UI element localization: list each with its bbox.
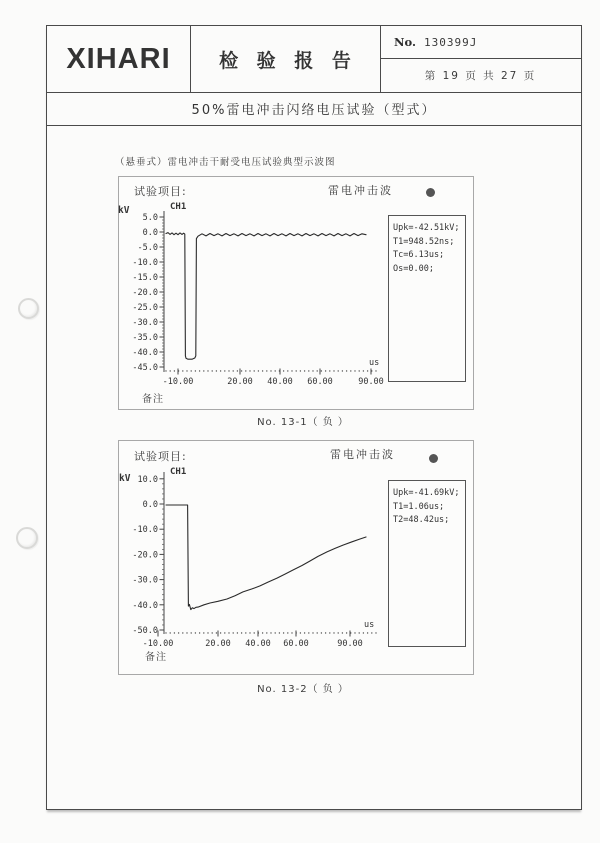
y-tick-label: -20.0 xyxy=(132,550,158,561)
report-title: 检 验 报 告 xyxy=(219,49,357,72)
report-title-cell xyxy=(190,26,381,92)
x-axis-dot xyxy=(338,632,339,633)
report-number-label: No. xyxy=(394,35,416,49)
waveform-type-label: 雷电冲击波 xyxy=(330,448,395,461)
logo-cell xyxy=(47,26,191,92)
x-axis-dot xyxy=(199,370,200,371)
x-axis-dot xyxy=(375,632,376,633)
record-indicator-icon xyxy=(426,188,435,197)
x-axis-dot xyxy=(207,632,208,633)
oscillogram-chart-1 xyxy=(110,198,395,390)
readout-line: Upk=-42.51kV; xyxy=(393,223,460,233)
x-axis-dot xyxy=(170,632,171,633)
x-axis-dot xyxy=(354,370,355,371)
report-header xyxy=(47,26,581,93)
x-axis-dot xyxy=(321,370,322,371)
readout-line: T1=1.06us; xyxy=(393,501,445,512)
x-axis-dot xyxy=(367,632,368,633)
x-axis-dot xyxy=(254,370,255,371)
page-number: 第 19 页 共 27 页 xyxy=(424,70,537,82)
x-axis-dot xyxy=(275,632,276,633)
y-tick-label: -40.0 xyxy=(132,348,158,358)
readout-box-2 xyxy=(388,480,466,647)
company-logo: XIHARI xyxy=(66,42,171,75)
x-axis-dot xyxy=(212,370,213,371)
x-axis-dot xyxy=(325,370,326,371)
x-axis-dot xyxy=(359,370,360,371)
x-axis-dot xyxy=(304,632,305,633)
x-axis-dot xyxy=(321,632,322,633)
x-tick-label: -10.00 xyxy=(162,377,194,387)
x-tick-label: 40.00 xyxy=(267,377,293,387)
record-indicator-icon xyxy=(429,454,438,463)
punch-hole xyxy=(18,298,39,319)
x-tick-label: 60.00 xyxy=(283,639,309,649)
x-axis-dot xyxy=(304,370,305,371)
x-axis-dot xyxy=(346,632,347,633)
y-tick-label: -50.0 xyxy=(132,626,158,636)
punch-hole xyxy=(16,527,38,549)
x-axis-dot xyxy=(329,632,330,633)
figure-caption-1: No. 13-1（ 负 ） xyxy=(257,417,349,428)
y-tick-label: -10.0 xyxy=(132,258,158,268)
x-axis-dot xyxy=(195,370,196,371)
x-tick-label: 90.00 xyxy=(337,639,363,649)
figure-caption-2: No. 13-2（ 负 ） xyxy=(257,684,349,695)
waveform-trace xyxy=(166,505,366,610)
x-axis-dot xyxy=(228,632,229,633)
x-axis-dot xyxy=(182,632,183,633)
test-item-label: 试验项目: xyxy=(134,450,187,463)
x-axis-dot xyxy=(224,370,225,371)
x-axis-dot xyxy=(195,632,196,633)
x-tick-label: 60.00 xyxy=(307,377,333,387)
x-axis-dot xyxy=(291,632,292,633)
y-tick-label: 10.0 xyxy=(137,474,158,485)
x-axis-dot xyxy=(308,632,309,633)
readout-line: Os=0.00; xyxy=(393,263,434,274)
x-axis-dot xyxy=(275,370,276,371)
x-axis-dot xyxy=(237,370,238,371)
y-tick-label: -5.0 xyxy=(137,243,158,253)
x-axis-dot xyxy=(266,370,267,371)
x-axis-dot xyxy=(270,632,271,633)
x-axis-dot xyxy=(283,370,284,371)
x-axis-dot xyxy=(300,632,301,633)
y-tick-label: -15.0 xyxy=(132,273,158,283)
y-tick-label: -45.0 xyxy=(132,363,158,373)
x-unit-label: us xyxy=(364,620,375,630)
x-axis-dot xyxy=(233,632,234,633)
x-axis-dot xyxy=(329,370,330,371)
y-tick-label: -35.0 xyxy=(132,333,158,343)
y-tick-label: -25.0 xyxy=(132,303,158,313)
x-tick-label: 40.00 xyxy=(245,639,271,649)
x-axis-dot xyxy=(296,370,297,371)
y-unit-label: kV xyxy=(119,473,131,484)
x-axis-dot xyxy=(287,370,288,371)
x-axis-dot xyxy=(254,632,255,633)
y-tick-label: 5.0 xyxy=(142,213,158,223)
readout-line: Upk=-41.69kV; xyxy=(393,488,460,498)
x-axis-dot xyxy=(216,632,217,633)
x-axis-dot xyxy=(342,632,343,633)
x-axis-dot xyxy=(262,370,263,371)
x-axis-dot xyxy=(258,370,259,371)
x-axis-dot xyxy=(354,632,355,633)
x-axis-dot xyxy=(191,632,192,633)
y-tick-label: 0.0 xyxy=(142,500,158,510)
y-tick-label: -30.0 xyxy=(132,318,158,328)
x-axis-dot xyxy=(241,370,242,371)
x-axis-dot xyxy=(317,370,318,371)
x-axis-dot xyxy=(170,370,171,371)
waveform-type-label: 雷电冲击波 xyxy=(328,184,393,197)
x-axis-dot xyxy=(241,632,242,633)
x-axis-dot xyxy=(237,632,238,633)
y-tick-label: 0.0 xyxy=(142,228,158,238)
x-tick-label: -10.00 xyxy=(142,639,174,649)
x-axis-dot xyxy=(174,632,175,633)
x-axis-dot xyxy=(333,632,334,633)
channel-label: CH1 xyxy=(170,467,187,477)
x-axis-dot xyxy=(212,632,213,633)
x-axis-dot xyxy=(174,370,175,371)
x-axis-dot xyxy=(375,370,376,371)
x-axis-dot xyxy=(325,632,326,633)
x-axis-dot xyxy=(350,370,351,371)
readout-line: T2=48.42us; xyxy=(393,515,450,525)
remark-label: 备注 xyxy=(145,652,167,663)
page-number-cell xyxy=(380,59,581,92)
x-axis-dot xyxy=(279,632,280,633)
x-axis-dot xyxy=(233,370,234,371)
x-tick-label: 20.00 xyxy=(205,639,231,649)
report-number-cell xyxy=(380,26,581,59)
x-axis-dot xyxy=(363,370,364,371)
x-axis-dot xyxy=(312,370,313,371)
y-tick-label: -30.0 xyxy=(132,575,158,586)
test-description: （悬垂式）雷电冲击干耐受电压试验典型示波图 xyxy=(115,157,336,168)
x-axis-dot xyxy=(220,632,221,633)
x-axis-dot xyxy=(338,370,339,371)
report-number-value: 130399J xyxy=(423,35,478,49)
x-axis-dot xyxy=(228,370,229,371)
test-item-label: 试验项目: xyxy=(134,185,187,198)
x-axis-dot xyxy=(308,370,309,371)
x-axis-dot xyxy=(203,632,204,633)
oscillogram-chart-2 xyxy=(110,465,395,655)
x-axis-dot xyxy=(191,370,192,371)
x-axis-dot xyxy=(165,632,166,633)
x-axis-dot xyxy=(287,632,288,633)
x-axis-dot xyxy=(346,370,347,371)
x-axis-dot xyxy=(300,370,301,371)
readout-box-1 xyxy=(388,215,466,382)
x-axis-dot xyxy=(317,632,318,633)
x-axis-dot xyxy=(359,632,360,633)
x-axis-dot xyxy=(245,632,246,633)
remark-label: 备注 xyxy=(142,394,164,405)
section-title: 50%雷电冲击闪络电压试验（型式） xyxy=(191,103,437,118)
x-axis-dot xyxy=(266,632,267,633)
x-axis-dot xyxy=(220,370,221,371)
waveform-trace xyxy=(166,233,366,360)
x-axis-dot xyxy=(262,632,263,633)
x-axis-dot xyxy=(182,370,183,371)
x-axis-dot xyxy=(249,370,250,371)
x-tick-label: 20.00 xyxy=(227,377,253,387)
x-axis-dot xyxy=(291,370,292,371)
x-axis-dot xyxy=(249,632,250,633)
x-axis-dot xyxy=(216,370,217,371)
x-axis-dot xyxy=(178,632,179,633)
x-axis-dot xyxy=(207,370,208,371)
x-axis-dot xyxy=(283,632,284,633)
channel-label: CH1 xyxy=(170,202,187,212)
y-unit-label: kV xyxy=(118,205,130,216)
x-axis-dot xyxy=(245,370,246,371)
x-axis-dot xyxy=(333,370,334,371)
y-tick-label: -20.0 xyxy=(132,288,158,298)
readout-line: Tc=6.13us; xyxy=(393,250,445,260)
x-axis-dot xyxy=(199,632,200,633)
x-unit-label: us xyxy=(369,358,380,368)
x-axis-dot xyxy=(186,370,187,371)
x-axis-dot xyxy=(367,370,368,371)
section-title-row xyxy=(47,92,581,126)
y-tick-label: -10.0 xyxy=(132,525,158,536)
x-axis-dot xyxy=(342,370,343,371)
readout-line: T1=948.52ns; xyxy=(393,236,455,247)
x-axis-dot xyxy=(224,632,225,633)
x-axis-dot xyxy=(203,370,204,371)
x-tick-label: 90.00 xyxy=(358,377,384,387)
x-axis-dot xyxy=(186,632,187,633)
x-axis-dot xyxy=(371,632,372,633)
y-tick-label: -40.0 xyxy=(132,600,158,611)
x-axis-dot xyxy=(165,370,166,371)
x-axis-dot xyxy=(270,370,271,371)
x-axis-dot xyxy=(312,632,313,633)
x-axis-dot xyxy=(363,632,364,633)
